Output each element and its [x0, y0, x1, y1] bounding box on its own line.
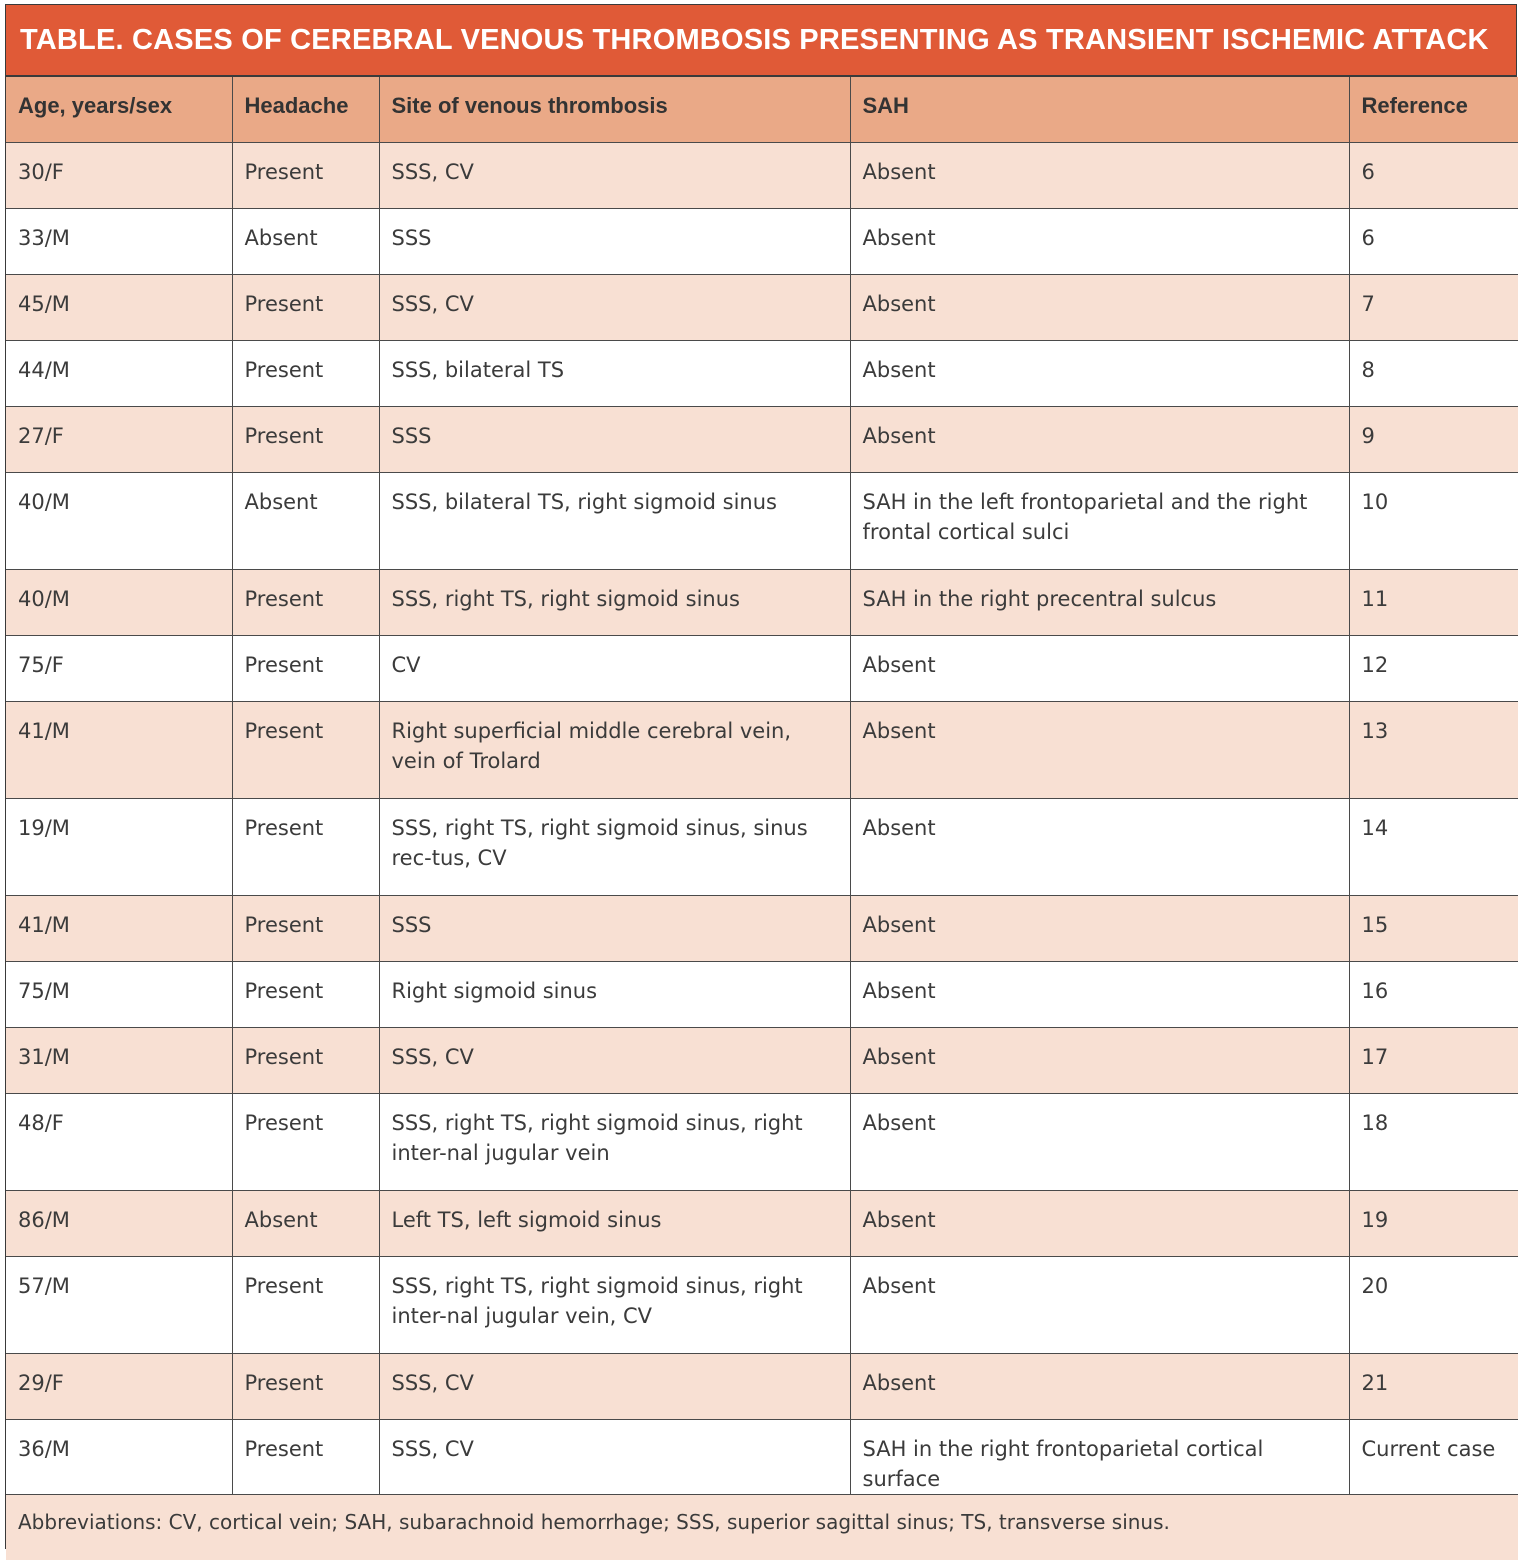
table-cell: 15: [1349, 895, 1518, 961]
table-cell: 12: [1349, 635, 1518, 701]
table-row: [6, 635, 1518, 701]
table-cell: Present: [232, 1353, 379, 1419]
table-cell: 30/F: [6, 142, 232, 208]
table-cell: Present: [232, 340, 379, 406]
table-cell: 44/M: [6, 340, 232, 406]
table-row: [6, 472, 1518, 569]
table-cell: Present: [232, 142, 379, 208]
table-cell: Absent: [850, 274, 1349, 340]
table-row: [6, 798, 1518, 895]
table-cell: Absent: [850, 208, 1349, 274]
table-cell: 41/M: [6, 895, 232, 961]
table-cell: Absent: [850, 1027, 1349, 1093]
table-cell: Absent: [850, 142, 1349, 208]
table-cell: 18: [1349, 1093, 1518, 1190]
table-cell: Absent: [850, 1093, 1349, 1190]
table-cell: SAH in the right frontoparietal cortical surface: [850, 1419, 1349, 1494]
table-cell: Left TS, left sigmoid sinus: [379, 1190, 850, 1256]
table-cell: Absent: [850, 1256, 1349, 1353]
table-cell: 8: [1349, 340, 1518, 406]
table-cell: 16: [1349, 961, 1518, 1027]
table-cell: 6: [1349, 208, 1518, 274]
table-cell: Present: [232, 1256, 379, 1353]
table-cell: 40/M: [6, 472, 232, 569]
table-row: [6, 961, 1518, 1027]
cases-table: [6, 77, 1518, 1560]
table-cell: Absent: [232, 472, 379, 569]
header-row: [6, 77, 1518, 142]
table-cell: SSS, right TS, right sigmoid sinus, sinus rec-tus, CV: [379, 798, 850, 895]
footnote: Abbreviations: CV, cortical vein; SAH, subarachnoid hemorrhage; SSS, superior sagittal sinus; TS, transverse sinus.: [6, 1494, 1518, 1560]
table-body: [6, 142, 1518, 1494]
table-cell: 19/M: [6, 798, 232, 895]
table-cell: 36/M: [6, 1419, 232, 1494]
table-cell: Present: [232, 798, 379, 895]
table-frame: [5, 4, 1517, 1549]
table-cell: 21: [1349, 1353, 1518, 1419]
table-cell: 41/M: [6, 701, 232, 798]
table-cell: Right superficial middle cerebral vein, vein of Trolard: [379, 701, 850, 798]
table-cell: Present: [232, 895, 379, 961]
table-cell: 13: [1349, 701, 1518, 798]
table-row: [6, 208, 1518, 274]
table-cell: 17: [1349, 1027, 1518, 1093]
table-cell: Present: [232, 701, 379, 798]
table-cell: 9: [1349, 406, 1518, 472]
table-cell: 40/M: [6, 569, 232, 635]
table-cell: CV: [379, 635, 850, 701]
table-cell: 10: [1349, 472, 1518, 569]
table-cell: Present: [232, 1419, 379, 1494]
table-cell: SSS, bilateral TS: [379, 340, 850, 406]
table-cell: 19: [1349, 1190, 1518, 1256]
column-header: Age, years/sex: [6, 77, 232, 142]
table-cell: SAH in the left frontoparietal and the right frontal cortical sulci: [850, 472, 1349, 569]
table-row: [6, 701, 1518, 798]
column-header: Reference: [1349, 77, 1518, 142]
table-cell: Absent: [850, 701, 1349, 798]
table-cell: 75/F: [6, 635, 232, 701]
column-header: Headache: [232, 77, 379, 142]
table-row: [6, 895, 1518, 961]
table-cell: SSS: [379, 406, 850, 472]
table-cell: Present: [232, 961, 379, 1027]
table-row: [6, 1419, 1518, 1494]
table-cell: SSS, bilateral TS, right sigmoid sinus: [379, 472, 850, 569]
table-cell: Current case: [1349, 1419, 1518, 1494]
table-cell: Present: [232, 569, 379, 635]
table-cell: Absent: [850, 635, 1349, 701]
table-cell: SSS, right TS, right sigmoid sinus: [379, 569, 850, 635]
table-cell: Absent: [850, 961, 1349, 1027]
table-title: TABLE. CASES OF CEREBRAL VENOUS THROMBOSIS PRESENTING AS TRANSIENT ISCHEMIC ATTACK: [6, 5, 1516, 77]
table-row: [6, 1353, 1518, 1419]
table-cell: Absent: [850, 798, 1349, 895]
table-cell: 86/M: [6, 1190, 232, 1256]
table-row: [6, 1027, 1518, 1093]
table-cell: SAH in the right precentral sulcus: [850, 569, 1349, 635]
table-cell: SSS, CV: [379, 142, 850, 208]
table-cell: SSS, right TS, right sigmoid sinus, right inter-nal jugular vein, CV: [379, 1256, 850, 1353]
table-cell: Absent: [850, 406, 1349, 472]
table-row: [6, 142, 1518, 208]
table-row: [6, 1256, 1518, 1353]
table-cell: Absent: [850, 1353, 1349, 1419]
table-row: [6, 274, 1518, 340]
table-row: [6, 1190, 1518, 1256]
table-cell: SSS, CV: [379, 1419, 850, 1494]
table-cell: 14: [1349, 798, 1518, 895]
table-cell: Present: [232, 1027, 379, 1093]
table-cell: Absent: [232, 1190, 379, 1256]
table-cell: Right sigmoid sinus: [379, 961, 850, 1027]
table-cell: Present: [232, 274, 379, 340]
table-cell: 33/M: [6, 208, 232, 274]
table-cell: Absent: [850, 1190, 1349, 1256]
table-cell: SSS, right TS, right sigmoid sinus, right inter-nal jugular vein: [379, 1093, 850, 1190]
table-cell: 6: [1349, 142, 1518, 208]
table-cell: Absent: [850, 340, 1349, 406]
table-cell: 27/F: [6, 406, 232, 472]
table-cell: 7: [1349, 274, 1518, 340]
table-row: [6, 340, 1518, 406]
table-cell: Absent: [850, 895, 1349, 961]
column-header: SAH: [850, 77, 1349, 142]
table-cell: 57/M: [6, 1256, 232, 1353]
table-cell: 20: [1349, 1256, 1518, 1353]
table-cell: SSS: [379, 895, 850, 961]
table-cell: Present: [232, 406, 379, 472]
table-row: [6, 406, 1518, 472]
table-cell: SSS, CV: [379, 1027, 850, 1093]
table-cell: 11: [1349, 569, 1518, 635]
table-cell: SSS, CV: [379, 274, 850, 340]
table-cell: SSS: [379, 208, 850, 274]
table-cell: Present: [232, 1093, 379, 1190]
table-cell: SSS, CV: [379, 1353, 850, 1419]
footnote-row: [6, 1494, 1518, 1560]
table-cell: 45/M: [6, 274, 232, 340]
table-row: [6, 1093, 1518, 1190]
table-cell: Absent: [232, 208, 379, 274]
table-cell: 48/F: [6, 1093, 232, 1190]
table-cell: 29/F: [6, 1353, 232, 1419]
table-cell: Present: [232, 635, 379, 701]
table-cell: 75/M: [6, 961, 232, 1027]
table-cell: 31/M: [6, 1027, 232, 1093]
table-row: [6, 569, 1518, 635]
column-header: Site of venous thrombosis: [379, 77, 850, 142]
